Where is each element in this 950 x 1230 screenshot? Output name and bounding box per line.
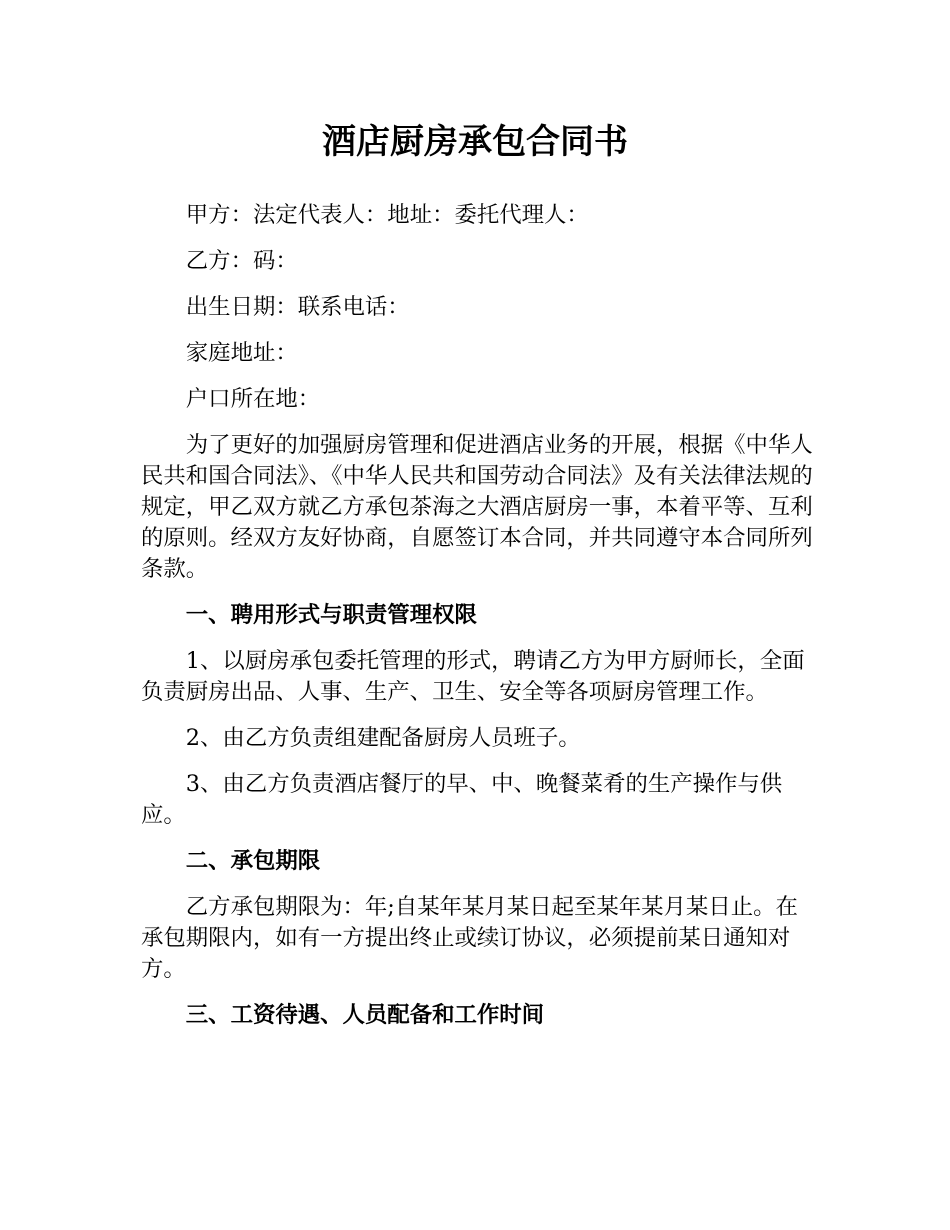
party-a-line: 甲方：法定代表人：地址：委托代理人： [185,202,589,228]
section-heading: 一、聘用形式与职责管理权限 [185,602,477,628]
hukou-line: 户口所在地： [185,386,321,412]
party-b-line: 乙方：码： [185,248,298,274]
section-heading: 二、承包期限 [185,848,321,874]
section-heading: 三、工资待遇、人员配备和工作时间 [185,1002,545,1028]
section-paragraph: 2、由乙方负责组建配备厨房人员班子。 [185,725,581,751]
section-paragraph: 3、由乙方负责酒店餐厅的早、中、晚餐菜肴的生产操作与供应。 [141,771,783,828]
home-address-line: 家庭地址： [185,340,298,366]
intro-paragraph: 为了更好的加强厨房管理和促进酒店业务的开展，根据《中华人民共和国合同法》、《中华人民共和国劳动合同法》及有关法律法规的规定，甲乙双方就乙方承包茶海之大酒店厨房一事，本着平等、互利的原则。经双方友好协商，自愿签订本合同，并共同遵守本合同所列条款。 [141,432,813,582]
section-paragraph: 1、以厨房承包委托管理的形式，聘请乙方为甲方厨师长，全面负责厨房出品、人事、生产、卫生、安全等各项厨房管理工作。 [141,648,805,705]
section-paragraph: 乙方承包期限为：年;自某年某月某日起至某年某月某日止。在承包期限内，如有一方提出终止或续订协议，必须提前某日通知对方。 [141,894,798,982]
document-body [141,200,813,1046]
birth-phone-line: 出生日期：联系电话： [185,294,410,320]
document-title: 酒店厨房承包合同书 [322,122,628,162]
